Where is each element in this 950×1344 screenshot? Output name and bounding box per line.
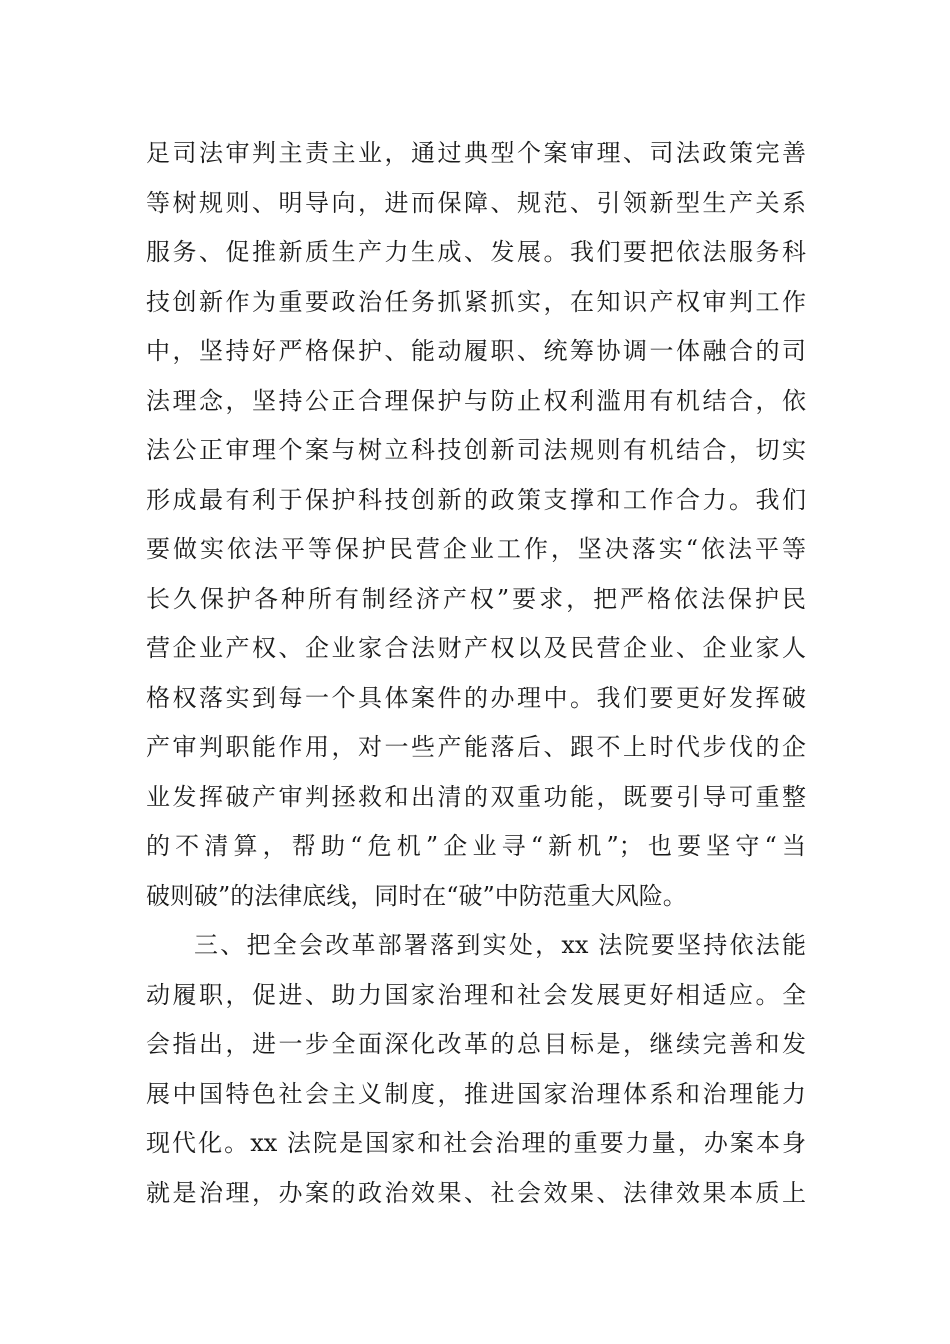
text-line: 足司法审判主责主业，通过典型个案审理、司法政策完善: [146, 139, 806, 167]
text-line: 就是治理，办案的政治效果、社会效果、法律效果本质上: [146, 1178, 806, 1207]
text-line: 形成最有利于保护科技创新的政策支撑和工作合力。我们: [146, 485, 806, 514]
text-line: 要做实依法平等保护民营企业工作，坚决落实“依法平等: [146, 535, 806, 563]
paragraph-start-line: 三、把全会改革部署落到实处，xx 法院要坚持依法能: [194, 931, 806, 959]
text-line: 会指出，进一步全面深化改革的总目标是，继续完善和发: [146, 1030, 806, 1058]
text-line: 服务、促推新质生产力生成、发展。我们要把依法服务科: [146, 238, 806, 266]
text-line: 法理念，坚持公正合理保护与防止权利滥用有机结合，依: [146, 386, 806, 415]
text-line: 产审判职能作用，对一些产能落后、跟不上时代步伐的企: [146, 733, 806, 761]
text-line: 动履职，促进、助力国家治理和社会发展更好相适应。全: [146, 980, 806, 1009]
text-line: 的不清算，帮助“危机”企业寻“新机”；也要坚守“当: [146, 832, 806, 860]
text-line: 等树规则、明导向，进而保障、规范、引领新型生产关系: [146, 188, 806, 217]
text-line: 法公正审理个案与树立科技创新司法规则有机结合，切实: [146, 436, 806, 464]
body-text: [146, 129, 806, 1218]
text-line: 现代化。xx 法院是国家和社会治理的重要力量，办案本身: [146, 1129, 806, 1157]
text-line: 技创新作为重要政治任务抓紧抓实，在知识产权审判工作: [146, 287, 806, 316]
text-line: 中，坚持好严格保护、能动履职、统筹协调一体融合的司: [146, 337, 806, 365]
text-line: 格权落实到每一个具体案件的办理中。我们要更好发挥破: [146, 683, 806, 712]
text-line: 长久保护各种所有制经济产权”要求，把严格依法保护民: [146, 584, 806, 613]
text-line: 营企业产权、企业家合法财产权以及民营企业、企业家人: [146, 634, 806, 662]
text-line: 业发挥破产审判拯救和出清的双重功能，既要引导可重整: [146, 782, 806, 811]
text-line: 展中国特色社会主义制度，推进国家治理体系和治理能力: [146, 1079, 806, 1108]
paragraph-end-line: 破则破”的法律底线，同时在“破”中防范重大风险。: [146, 881, 687, 910]
